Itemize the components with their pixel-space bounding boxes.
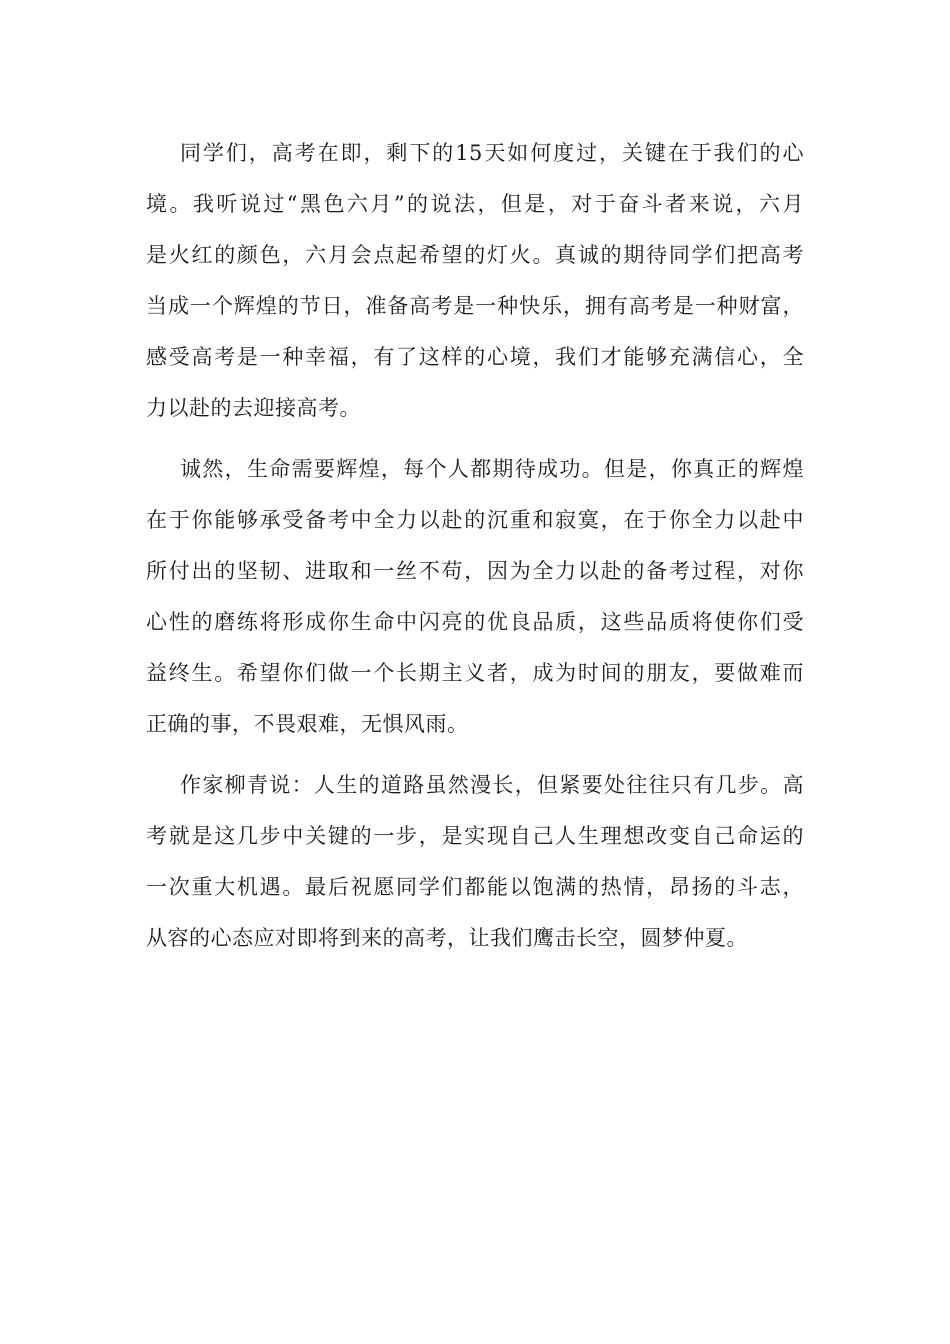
text-line: 当成一个辉煌的节日，准备高考是一种快乐，拥有高考是一种财富， [146,294,804,318]
document-body [146,128,804,974]
paragraph-2 [146,444,804,750]
text-line: 从容的心态应对即将到来的高考，让我们鹰击长空，圆梦仲夏。 [146,926,748,950]
paragraph-1 [146,128,804,434]
text-line: 同学们，高考在即，剩下的15天如何度过，关键在于我们的心 [180,141,804,165]
text-line: 一次重大机遇。最后祝愿同学们都能以饱满的热情，昂扬的斗志， [146,875,804,899]
text-line: 力以赴的去迎接高考。 [146,396,361,420]
text-line: 境。我听说过“黑色六月”的说法，但是，对于奋斗者来说，六月 [146,192,804,216]
text-line: 诚然，生命需要辉煌，每个人都期待成功。但是，你真正的辉煌 [180,457,804,481]
text-line: 考就是这几步中关键的一步，是实现自己人生理想改变自己命运的 [146,824,804,848]
text-line: 益终生。希望你们做一个长期主义者，成为时间的朋友，要做难而 [146,661,804,685]
text-line: 在于你能够承受备考中全力以赴的沉重和寂寞，在于你全力以赴中 [146,508,804,532]
text-line: 心性的磨练将形成你生命中闪亮的优良品质，这些品质将使你们受 [146,610,804,634]
text-line: 所付出的坚韧、进取和一丝不苟，因为全力以赴的备考过程，对你 [146,559,804,583]
paragraph-3 [146,760,804,964]
text-line: 正确的事，不畏艰难，无惧风雨。 [146,712,469,736]
text-line: 感受高考是一种幸福，有了这样的心境，我们才能够充满信心，全 [146,345,804,369]
text-line: 作家柳青说：人生的道路虽然漫长，但紧要处往往只有几步。高 [180,773,804,797]
text-line: 是火红的颜色，六月会点起希望的灯火。真诚的期待同学们把高考 [146,243,804,267]
